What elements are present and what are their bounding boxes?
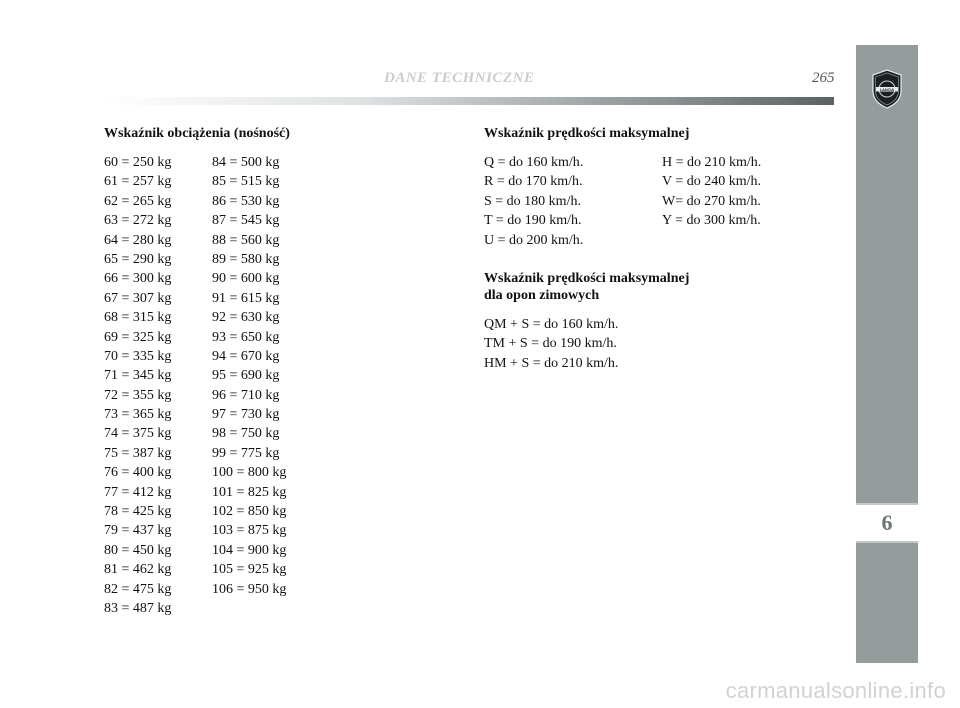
speed-index-section [484,125,761,373]
table-row: 72 = 355 kg [104,387,172,403]
table-row: 78 = 425 kg [104,504,172,520]
table-row: 104 = 900 kg [212,542,287,558]
table-row: 63 = 272 kg [104,213,172,229]
lancia-logo-icon [870,69,904,109]
table-row: 91 = 615 kg [212,290,280,306]
table-row: 106 = 950 kg [212,581,287,597]
watermark: carmanualsonline.info [725,678,946,703]
load-index-section [104,125,290,618]
table-row: 94 = 670 kg [212,348,280,364]
header-rule [104,97,834,105]
table-row: W= do 270 km/h. [662,193,761,209]
table-row: 67 = 307 kg [104,290,172,306]
table-row: 87 = 545 kg [212,213,280,229]
table-row: R = do 170 km/h. [484,174,583,190]
table-row: 98 = 750 kg [212,426,280,442]
winter-speed-heading-line1: Wskaźnik prędkości maksymalnej [484,270,690,286]
table-row: 93 = 650 kg [212,329,280,345]
table-row: 70 = 335 kg [104,348,172,364]
winter-speed-list [484,315,761,373]
load-index-heading: Wskaźnik obciążenia (nośność) [104,126,290,141]
table-row: 102 = 850 kg [212,504,287,520]
speed-index-col1 [484,153,662,250]
table-row: 82 = 475 kg [104,581,172,597]
table-row: QM + S = do 160 km/h. [484,316,619,332]
load-index-col2 [212,153,286,618]
table-row: 74 = 375 kg [104,426,172,442]
table-row: S = do 180 km/h. [484,193,581,209]
table-row: 88 = 560 kg [212,232,280,248]
table-row: 90 = 600 kg [212,271,280,287]
table-row: 103 = 875 kg [212,523,287,539]
table-row: 105 = 925 kg [212,562,287,578]
table-row: 66 = 300 kg [104,271,172,287]
winter-speed-heading-line2: dla opon zimowych [484,287,600,303]
table-row: V = do 240 km/h. [662,174,762,190]
table-row: U = do 200 km/h. [484,232,584,248]
table-row: 61 = 257 kg [104,174,172,190]
table-row: 101 = 825 kg [212,484,287,500]
logo-box [856,45,918,135]
speed-index-col2 [662,153,761,250]
table-row: 92 = 630 kg [212,310,280,326]
chapter-tab[interactable] [856,503,918,543]
speed-index-heading: Wskaźnik prędkości maksymalnej [484,126,690,141]
table-row: 84 = 500 kg [212,155,280,170]
table-row: 60 = 250 kg [104,155,172,170]
table-row: 77 = 412 kg [104,484,172,500]
table-row: 68 = 315 kg [104,310,172,326]
logo-text: LANCIA [879,87,895,92]
speed-index-table [484,153,761,250]
table-row: 85 = 515 kg [212,174,280,190]
load-index-table [104,153,290,618]
table-row: Q = do 160 km/h. [484,155,584,170]
page-number: 265 [812,70,835,86]
table-row: 100 = 800 kg [212,465,287,481]
table-row: H = do 210 km/h. [662,155,762,170]
chapter-number: 6 [881,510,893,535]
table-row: 95 = 690 kg [212,368,280,384]
table-row: HM + S = do 210 km/h. [484,355,619,371]
load-index-col1 [104,153,212,618]
table-row: 73 = 365 kg [104,407,172,423]
table-row: 89 = 580 kg [212,251,280,267]
table-row: 64 = 280 kg [104,232,172,248]
table-row: 86 = 530 kg [212,193,280,209]
table-row: T = do 190 km/h. [484,213,582,229]
page-title: DANE TECHNICZNE [384,70,535,86]
table-row: 81 = 462 kg [104,562,172,578]
table-row: 75 = 387 kg [104,445,172,461]
table-row: 76 = 400 kg [104,465,172,481]
table-row: 83 = 487 kg [104,600,172,616]
table-row: 80 = 450 kg [104,542,172,558]
table-row: 69 = 325 kg [104,329,172,345]
table-row: Y = do 300 km/h. [662,213,761,229]
table-row: 65 = 290 kg [104,251,172,267]
table-row: 62 = 265 kg [104,193,172,209]
table-row: 96 = 710 kg [212,387,280,403]
table-row: TM + S = do 190 km/h. [484,336,617,352]
sidebar [856,45,918,663]
table-row: 97 = 730 kg [212,407,280,423]
table-row: 71 = 345 kg [104,368,172,384]
table-row: 99 = 775 kg [212,445,280,461]
table-row: 79 = 437 kg [104,523,172,539]
